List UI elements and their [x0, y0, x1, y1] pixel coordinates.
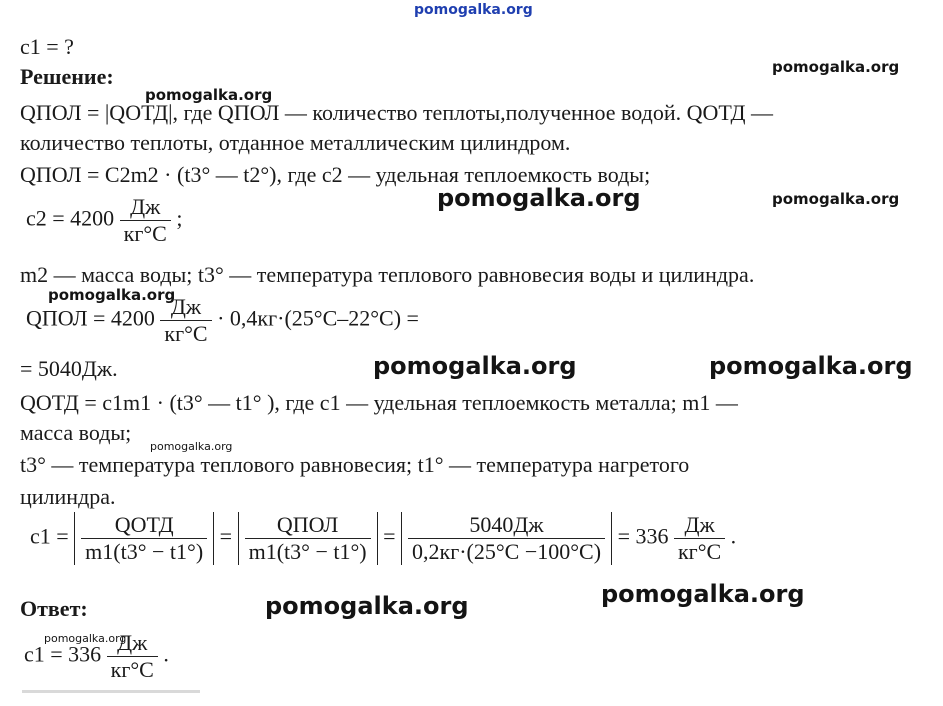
formula-c1	[30, 512, 736, 565]
fraction-numerator: Дж	[684, 512, 715, 537]
formula-c2-left: c2 = 4200	[26, 205, 115, 231]
equals-sign: =	[219, 523, 233, 549]
text-line-7: t3° — температура теплового равновесия; t1° — температура нагретого	[20, 452, 690, 477]
fraction-numerator: Дж	[117, 630, 148, 655]
final-dot: .	[730, 523, 737, 549]
formula-c2-end: ;	[176, 205, 183, 231]
fraction-denominator: кг°C	[107, 656, 158, 683]
fraction-numerator: QПОЛ	[276, 512, 339, 537]
solution-heading: Решение:	[20, 64, 114, 89]
text-line-5: QОТД = c1m1 · (t3° — t1° ), где c1 — удельная теплоемкость металла; m1 —	[20, 390, 738, 415]
text-line-1: QПОЛ = |QОТД|, где QПОЛ — количество теплоты,полученное водой. QОТД —	[20, 100, 773, 125]
fraction-qpol	[160, 294, 211, 347]
fraction-denominator: m1(t3° − t1°)	[81, 538, 207, 565]
abs-bracket-3	[401, 512, 612, 565]
fraction-denominator: m1(t3° − t1°)	[245, 538, 371, 565]
fraction-numeric	[408, 512, 605, 565]
watermark-top[interactable]: pomogalka.org	[414, 2, 533, 18]
watermark: pomogalka.org	[772, 58, 900, 76]
text-line-6: масса воды;	[20, 420, 132, 445]
watermark: pomogalka.org	[772, 190, 900, 208]
watermark: pomogalka.org	[437, 184, 641, 212]
abs-bracket-2	[238, 512, 378, 565]
answer-dot: .	[163, 641, 169, 667]
answer-heading: Ответ:	[20, 596, 88, 621]
formula-qpol-right: · 0,4кг·(25°C–22°C) =	[217, 305, 419, 331]
fraction-numerator: Дж	[130, 194, 161, 219]
fraction-numerator: 5040Дж	[469, 512, 544, 537]
fraction-denominator: кг°C	[120, 220, 171, 247]
fraction-numerator: QОТД	[114, 512, 174, 537]
watermark: pomogalka.org	[265, 592, 469, 620]
fraction-denominator: кг°C	[674, 538, 725, 565]
fraction-denominator: кг°C	[160, 320, 211, 347]
text-line-2: количество теплоты, отданное металлическим цилиндром.	[20, 130, 571, 155]
abs-bracket-1	[74, 512, 214, 565]
fraction-numerator: Дж	[170, 294, 202, 319]
formula-qpol-left: QПОЛ = 4200	[26, 305, 155, 331]
watermark: pomogalka.org	[709, 352, 913, 380]
fraction-qotd	[81, 512, 207, 565]
watermark: pomogalka.org	[145, 86, 273, 104]
watermark: pomogalka.org	[373, 352, 577, 380]
text-line-3: QПОЛ = C2m2 · (t3° — t2°), где c2 — удельная теплоемкость воды;	[20, 162, 651, 187]
text-line-4: m2 — масса воды; t3° — температура теплового равновесия воды и цилиндра.	[20, 262, 755, 287]
watermark: pomogalka.org	[48, 286, 176, 304]
watermark: pomogalka.org	[601, 580, 805, 608]
watermark: pomogalka.org	[150, 440, 233, 453]
formula-answer	[24, 630, 169, 683]
equals-sign: =	[383, 523, 396, 549]
qpol-result: = 5040Дж.	[20, 356, 118, 381]
formula-c1-label: c1 =	[30, 523, 69, 549]
watermark: pomogalka.org	[44, 632, 127, 645]
fraction-answer-unit	[107, 630, 158, 683]
formula-qpol	[26, 294, 419, 347]
fraction-qpol-c1	[245, 512, 371, 565]
formula-c2	[26, 194, 182, 247]
fraction-denominator: 0,2кг·(25°C −100°C)	[408, 538, 605, 565]
text-line-8: цилиндра.	[20, 484, 116, 509]
result-value: = 336	[617, 523, 669, 549]
answer-left: c1 = 336	[24, 641, 102, 667]
fraction-c2	[120, 194, 171, 247]
bottom-divider	[22, 690, 200, 693]
fraction-unit	[674, 512, 725, 565]
given-line: c1 = ?	[20, 34, 74, 59]
